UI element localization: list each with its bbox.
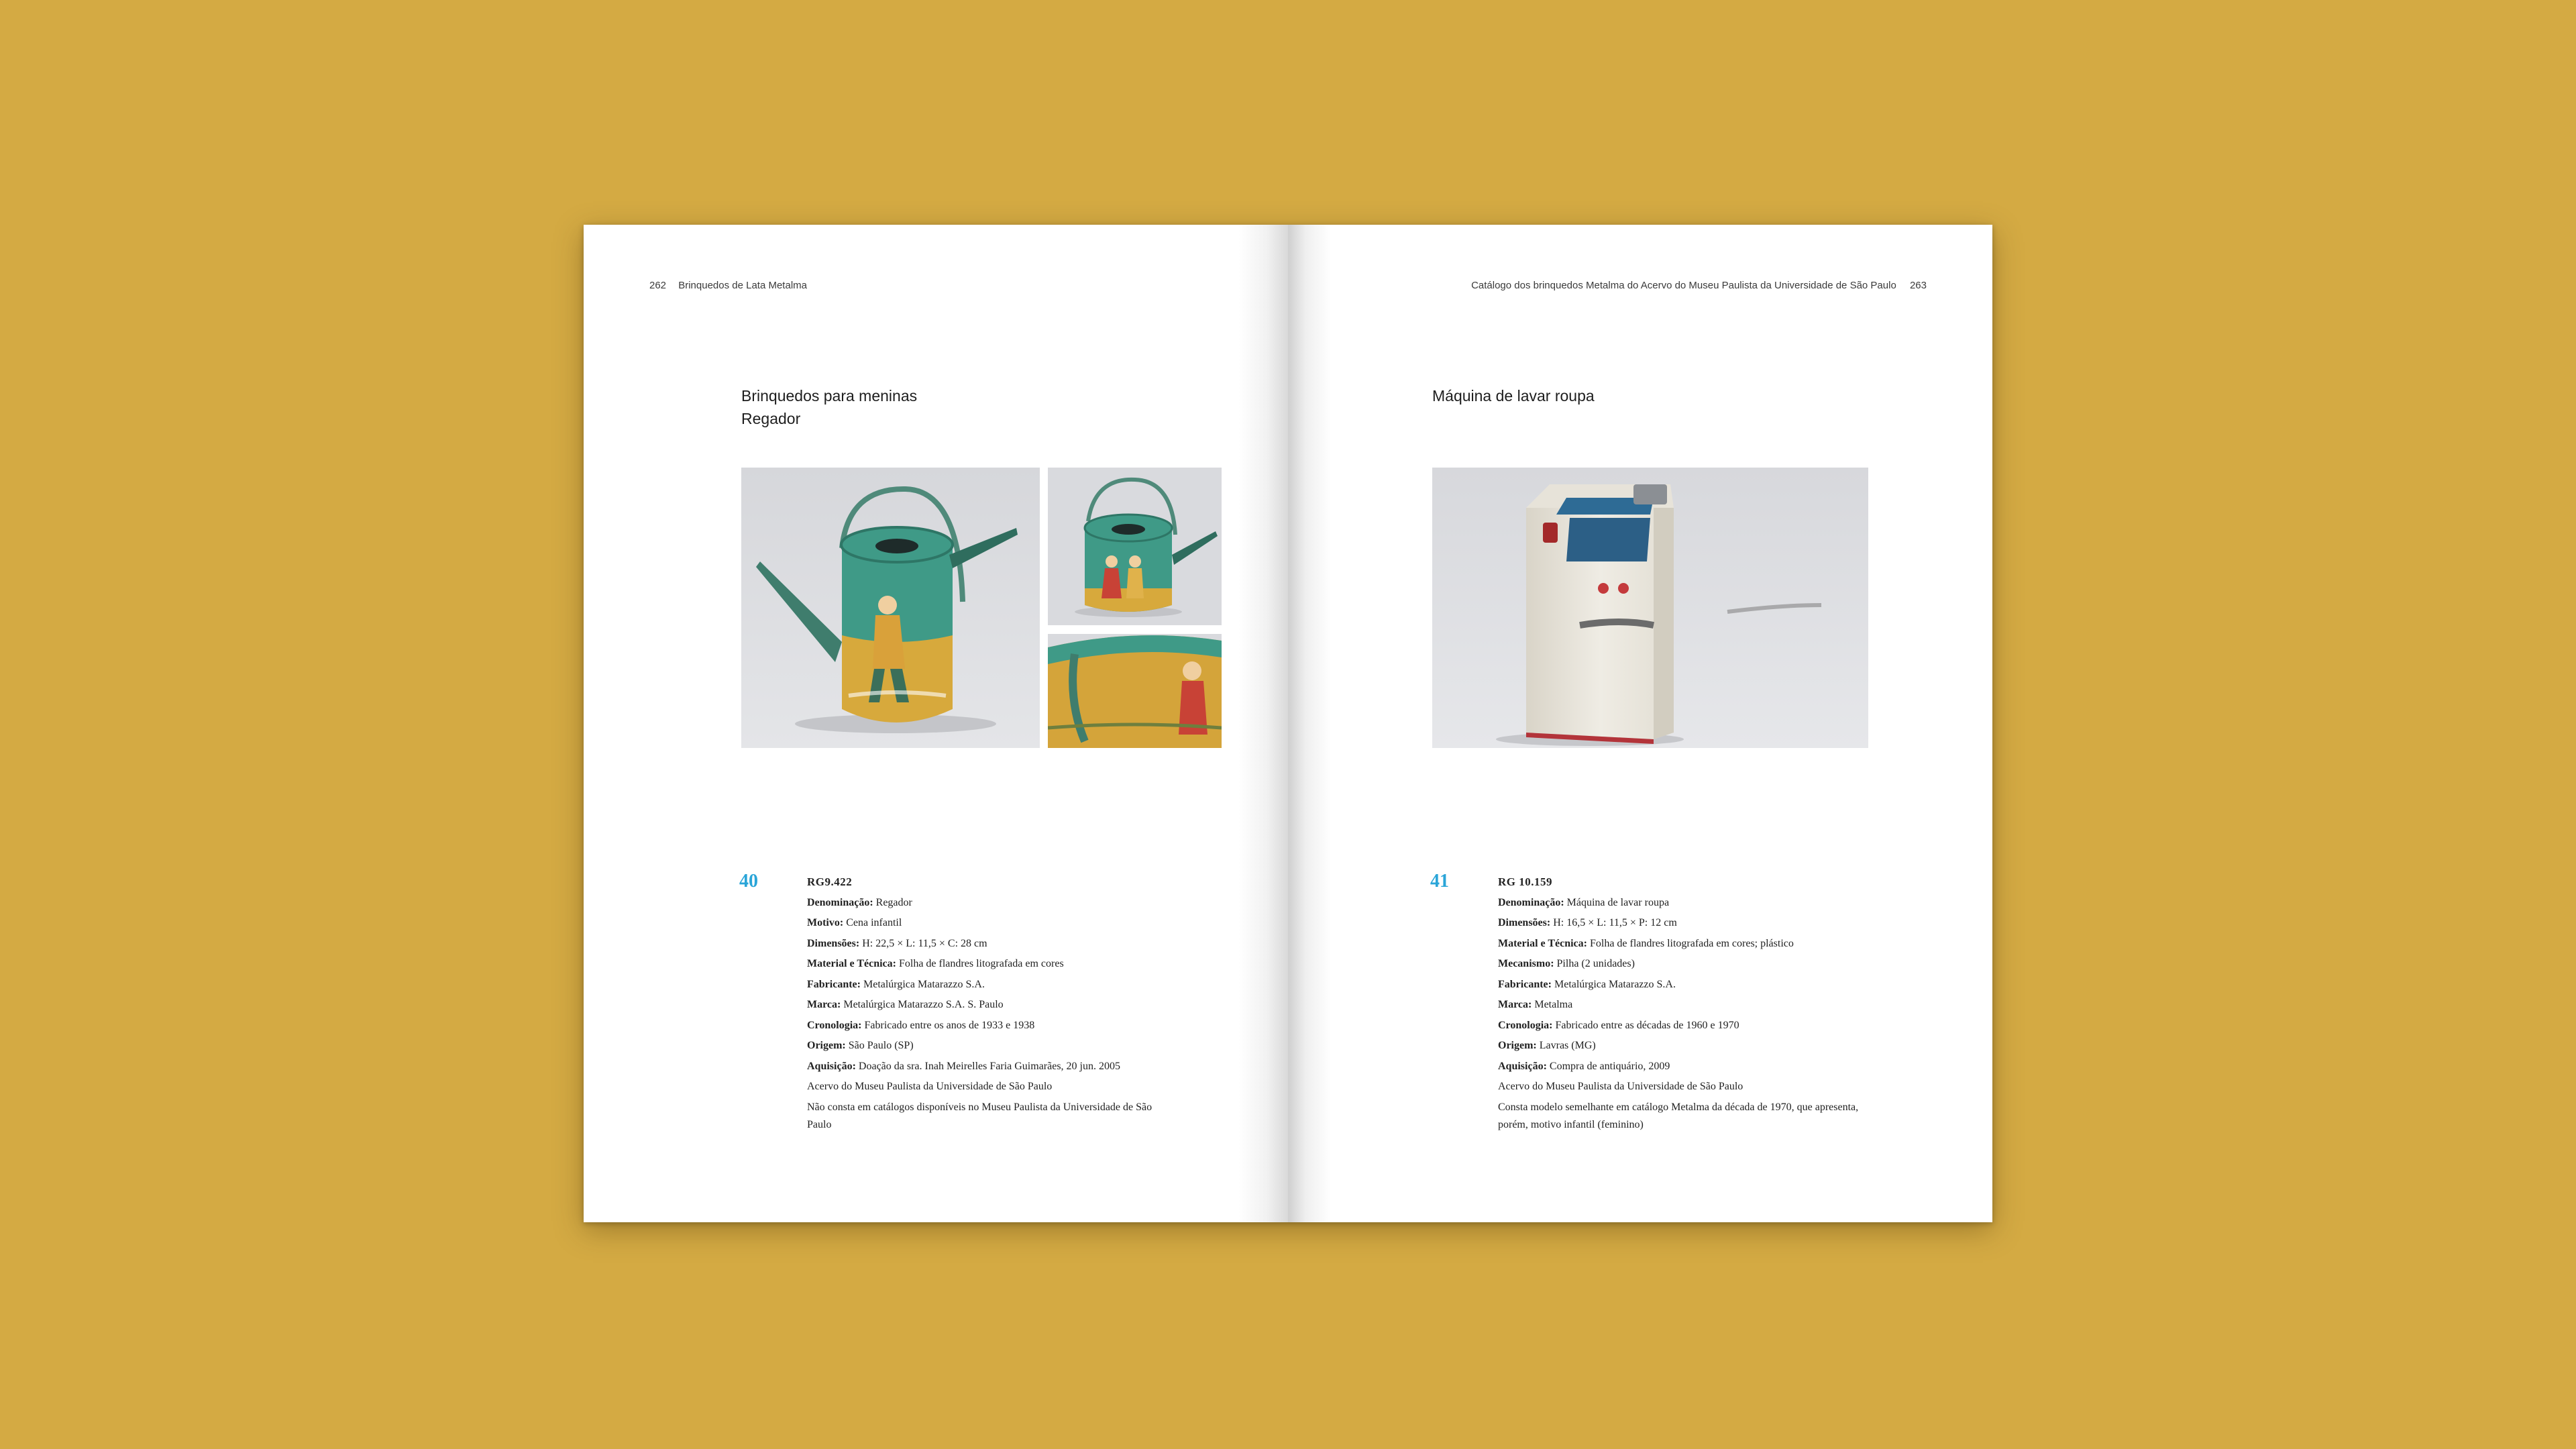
running-header-left bbox=[649, 280, 807, 291]
running-title: Brinquedos de Lata Metalma bbox=[678, 280, 807, 291]
field-fabricante: Fabricante: Metalúrgica Matarazzo S.A. bbox=[1498, 978, 1676, 990]
field-denominacao: Denominação: Máquina de lavar roupa bbox=[1498, 896, 1670, 908]
field-aquisicao: Aquisição: Doação da sra. Inah Meirelles Faria Guimarães, 20 jun. 2005 bbox=[807, 1060, 1120, 1072]
watering-can-photo-detail bbox=[1048, 634, 1222, 748]
page-number: 262 bbox=[649, 280, 667, 291]
section-title: Brinquedos para meninas bbox=[741, 387, 918, 405]
field-marca: Marca: Metalúrgica Matarazzo S.A. S. Paulo bbox=[807, 999, 1004, 1010]
field-cronologia: Cronologia: Fabricado entre os anos de 1933 e 1938 bbox=[807, 1019, 1035, 1031]
field-dimensoes: Dimensões: H: 16,5 × L: 11,5 × P: 12 cm bbox=[1498, 917, 1677, 928]
right-page bbox=[1288, 225, 1992, 1222]
page-number: 263 bbox=[1909, 280, 1927, 291]
watering-can-photo-main bbox=[741, 468, 1040, 748]
note-catalogos: Não consta em catálogos disponíveis no Museu Paulista da Universidade de São Paulo bbox=[807, 1101, 1152, 1130]
watering-can-photo-side bbox=[1048, 468, 1222, 625]
item-subtitle: Regador bbox=[741, 410, 801, 427]
washing-machine-photo bbox=[1432, 468, 1868, 748]
field-mecanismo: Mecanismo: Pilha (2 unidades) bbox=[1498, 958, 1635, 969]
note-modelo-semelhante: Consta modelo semelhante em catálogo Metalma da década de 1970, que apresenta, porém, motivo infantil (feminino) bbox=[1498, 1101, 1859, 1130]
field-dimensoes: Dimensões: H: 22,5 × L: 11,5 × C: 28 cm bbox=[807, 937, 987, 949]
field-origem: Origem: Lavras (MG) bbox=[1498, 1040, 1596, 1051]
catalog-details bbox=[1498, 872, 1874, 1134]
catalog-code: RG9.422 bbox=[807, 875, 853, 888]
entry-title bbox=[741, 384, 917, 430]
entry-title bbox=[1432, 384, 1595, 407]
field-fabricante: Fabricante: Metalúrgica Matarazzo S.A. bbox=[807, 978, 985, 990]
entry-number: 40 bbox=[739, 871, 758, 892]
item-title: Máquina de lavar roupa bbox=[1432, 387, 1595, 405]
entry-number: 41 bbox=[1430, 871, 1449, 892]
field-motivo: Motivo: Cena infantil bbox=[807, 917, 902, 928]
book-spread bbox=[584, 225, 1992, 1222]
catalog-details bbox=[807, 872, 1183, 1134]
note-acervo: Acervo do Museu Paulista da Universidade de São Paulo bbox=[807, 1081, 1053, 1092]
field-origem: Origem: São Paulo (SP) bbox=[807, 1040, 914, 1051]
running-title: Catálogo dos brinquedos Metalma do Acervo do Museu Paulista da Universidade de São Paulo bbox=[1471, 280, 1896, 291]
field-cronologia: Cronologia: Fabricado entre as décadas de 1960 e 1970 bbox=[1498, 1019, 1739, 1031]
catalog-code: RG 10.159 bbox=[1498, 875, 1552, 888]
note-acervo: Acervo do Museu Paulista da Universidade de São Paulo bbox=[1498, 1081, 1743, 1092]
field-material: Material e Técnica: Folha de flandres litografada em cores; plástico bbox=[1498, 937, 1794, 949]
left-page bbox=[584, 225, 1288, 1222]
field-denominacao: Denominação: Regador bbox=[807, 896, 912, 908]
field-aquisicao: Aquisição: Compra de antiquário, 2009 bbox=[1498, 1060, 1670, 1072]
field-material: Material e Técnica: Folha de flandres litografada em cores bbox=[807, 958, 1064, 969]
field-marca: Marca: Metalma bbox=[1498, 999, 1573, 1010]
running-header-right bbox=[1471, 280, 1927, 291]
